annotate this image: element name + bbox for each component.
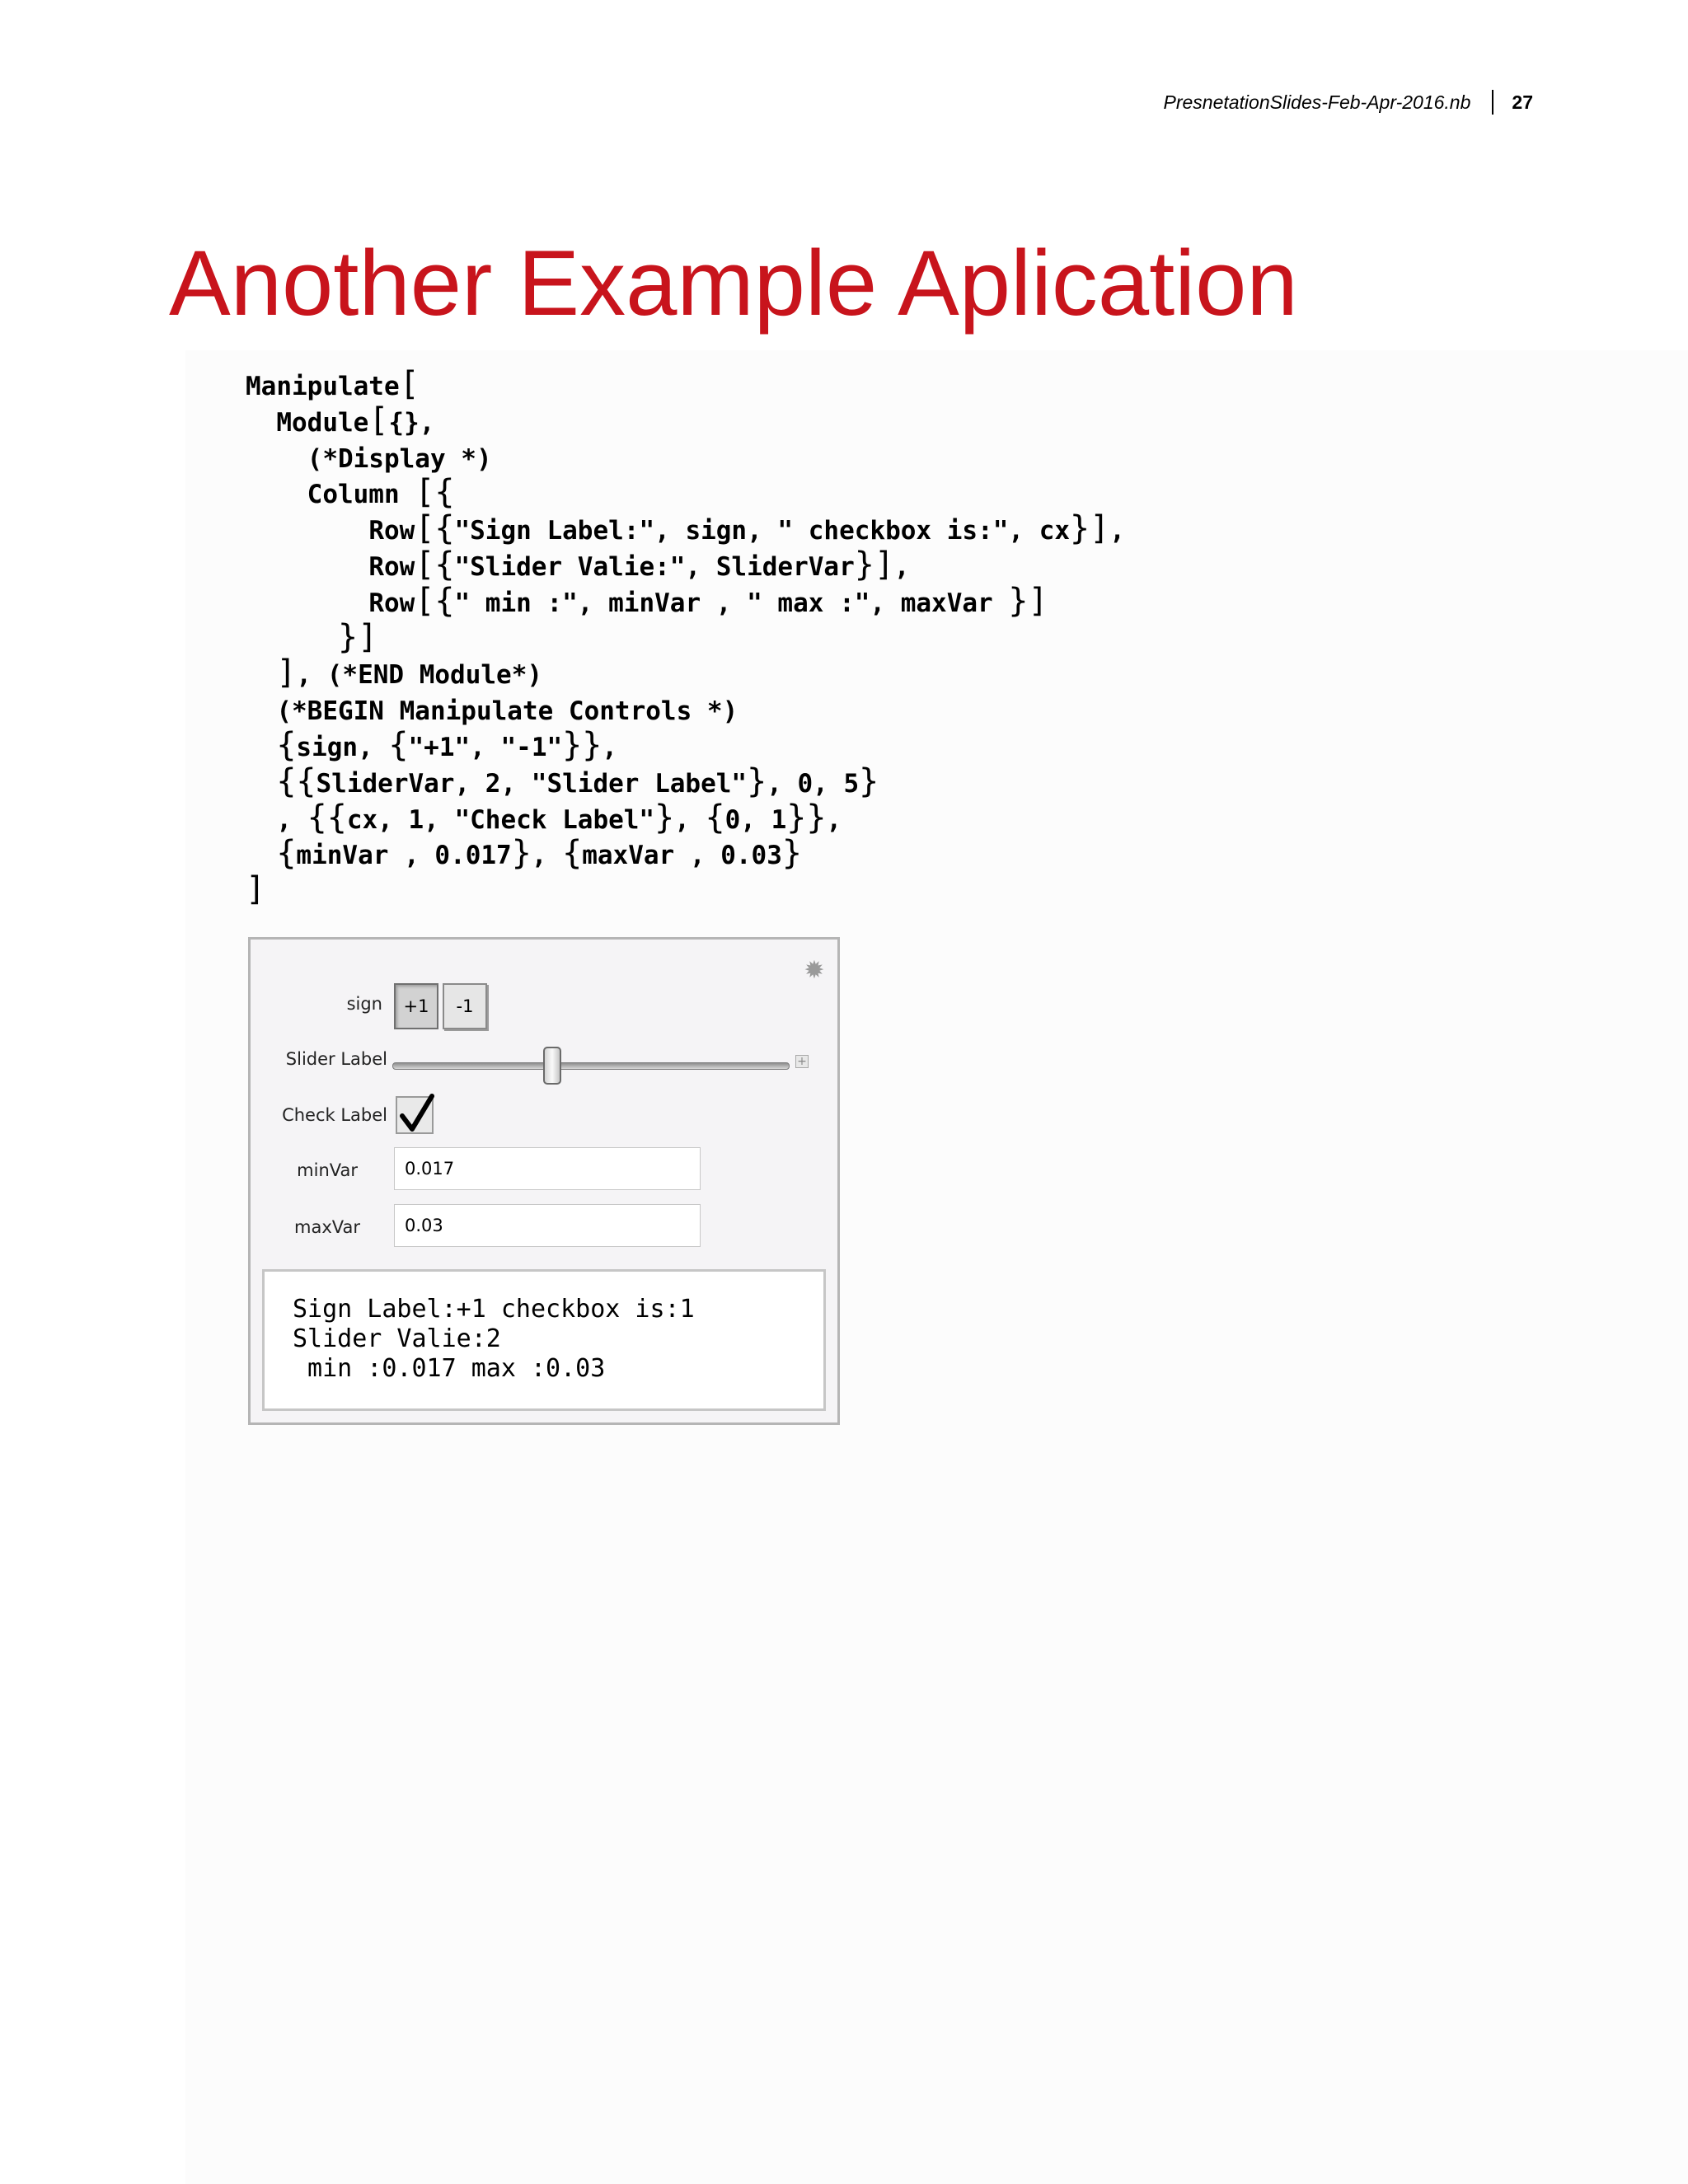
checkmark-icon — [396, 1091, 437, 1136]
output-line: Slider Valie:2 — [293, 1324, 501, 1353]
slider-control-label: Slider Label — [285, 1049, 387, 1069]
output-line: Sign Label:+1 checkbox is:1 — [293, 1295, 695, 1324]
maxvar-control-label: maxVar — [294, 1217, 360, 1237]
minvar-control-label: minVar — [297, 1160, 358, 1180]
code-line: , {{cx, 1, "Check Label"}, {0, 1}}, — [246, 798, 842, 837]
slider-thumb[interactable] — [543, 1047, 561, 1085]
slider-track[interactable] — [392, 1062, 790, 1070]
minvar-input-field[interactable]: 0.017 — [394, 1147, 701, 1190]
page-number: 27 — [1512, 91, 1533, 113]
code-line: Module[{}, — [276, 401, 435, 439]
code-line: ] — [246, 870, 266, 909]
code-input-cell[interactable] — [246, 365, 1125, 911]
maxvar-input-field[interactable]: 0.03 — [394, 1204, 701, 1247]
gear-icon[interactable]: ✹ — [804, 956, 825, 985]
code-line: Manipulate[ — [246, 365, 420, 403]
code-line: }] — [337, 617, 378, 656]
header-divider — [1492, 90, 1493, 115]
slide-title: Another Example Aplication — [169, 232, 1298, 335]
code-line: Row[{"Sign Label:", sign, " checkbox is:", cx}], — [368, 509, 1125, 548]
sign-control-label: sign — [346, 994, 382, 1014]
code-line: ], (*END Module*) — [276, 654, 543, 692]
check-checkbox[interactable] — [396, 1096, 434, 1134]
code-line: Row[{" min :", minVar , " max :", maxVar }] — [368, 581, 1048, 620]
check-control-label: Check Label — [282, 1105, 387, 1125]
code-line: Column [{ — [307, 473, 455, 512]
code-line: (*BEGIN Manipulate Controls *) — [276, 696, 738, 727]
code-line: {sign, {"+1", "-1"}}, — [276, 725, 617, 764]
code-line: {minVar , 0.017}, {maxVar , 0.03} — [276, 834, 802, 873]
code-line: Row[{"Slider Valie:", SliderVar}], — [368, 545, 910, 583]
manipulate-panel — [248, 937, 840, 1425]
sign-setter-plus1[interactable]: +1 — [394, 983, 438, 1029]
output-line: min :0.017 max :0.03 — [293, 1354, 606, 1383]
slider-expand-icon[interactable]: + — [795, 1055, 809, 1068]
page-header — [907, 86, 1533, 119]
code-line: {{SliderVar, 2, "Slider Label"}, 0, 5} — [276, 762, 879, 800]
sign-setter-minus1[interactable]: -1 — [443, 983, 487, 1029]
code-line: (*Display *) — [307, 443, 492, 474]
notebook-filename: PresnetationSlides-Feb-Apr-2016.nb — [1163, 91, 1471, 113]
manipulate-output — [262, 1269, 826, 1411]
